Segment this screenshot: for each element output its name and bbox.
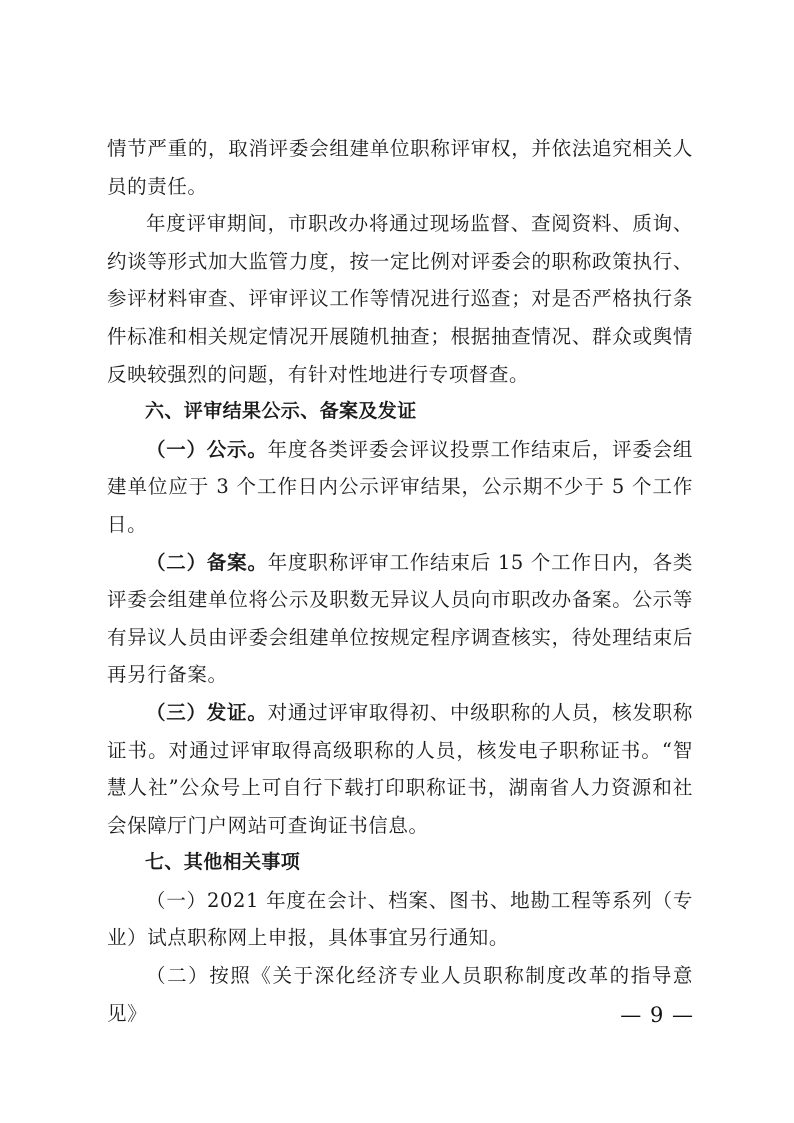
paragraph-text-certification: 对通过评审取得初、中级职称的人员，核发职称证书。对通过评审取得高级职称的人员，核发电子职称证书。“智慧人社”公众号上可自行下载打印职称证书，湖南省人力资源和社会保障厅门户网站可查询证书信息。 <box>107 700 693 837</box>
paragraph-text-publicity: 年度各类评委会评议投票工作结束后，评委会组建单位应于 3 个工作日内公示评审结果，公示期不少于 5 个工作日。 <box>107 437 693 536</box>
paragraph-filing <box>107 544 693 694</box>
page-number: — 9 — <box>620 1003 694 1027</box>
paragraph-lead-publicity: （一）公示。 <box>146 437 268 461</box>
paragraph-continuation: 情节严重的，取消评委会组建单位职称评审权，并依法追究相关人员的责任。 <box>107 137 693 198</box>
paragraph-economic-reform: （二）按照《关于深化经济专业人员职称制度改革的指导意见》 <box>107 964 693 1025</box>
paragraph-lead-filing: （二）备案。 <box>146 550 268 574</box>
document-body <box>107 130 693 1032</box>
paragraph-certification <box>107 694 693 844</box>
paragraph-inspection: 年度评审期间，市职改办将通过现场监督、查阅资料、质询、约谈等形式加大监管力度，按一定比例对评委会的职称政策执行、参评材料审查、评审评议工作等情况进行巡查；对是否严格执行条件标准和相关规定情况开展随机抽查；根据抽查情况、群众或舆情反映较强烈的问题，有针对性地进行专项督查。 <box>107 212 693 386</box>
section-heading-7: 七、其他相关事项 <box>145 851 301 874</box>
section-heading-6: 六、评审结果公示、备案及发证 <box>145 400 417 423</box>
paragraph-publicity <box>107 431 693 544</box>
paragraph-online-declaration: （一）2021 年度在会计、档案、图书、地勘工程等系列（专业）试点职称网上申报，具体事宜另行通知。 <box>107 888 693 950</box>
paragraph-lead-certification: （三）发证。 <box>146 700 268 724</box>
paragraph-text-filing: 年度职称评审工作结束后 15 个工作日内，各类评委会组建单位将公示及职数无异议人员向市职改办备案。公示等有异议人员由评委会组建单位按规定程序调查核实，待处理结束后再另行备案。 <box>107 550 693 687</box>
